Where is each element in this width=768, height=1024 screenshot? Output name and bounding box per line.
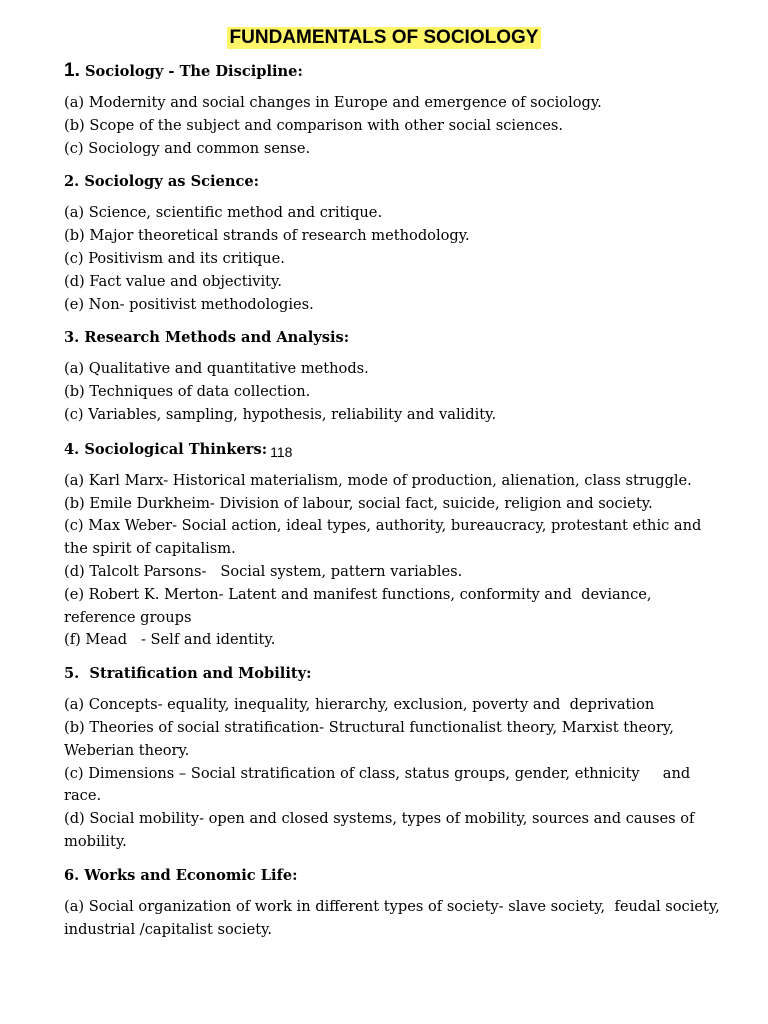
section-number: 2.: [64, 173, 80, 191]
list-item: (c) Dimensions – Social stratification of class, status groups, gender, ethnicity and race.: [64, 764, 695, 805]
list-item: (c) Max Weber- Social action, ideal types, authority, bureaucracy, protestant ethic and the spirit of capitalism.: [64, 517, 707, 558]
section-heading: [64, 327, 724, 349]
section-5: [64, 663, 724, 854]
title-wrap: [0, 0, 768, 53]
page-number: 118: [270, 443, 293, 460]
list-item: (a) Karl Marx- Historical materialism, mode of production, alienation, class struggle.: [64, 471, 692, 489]
list-item: (c) Positivism and its critique.: [64, 249, 285, 267]
section-title: Sociology as Science:: [84, 173, 259, 191]
section-heading: [64, 60, 724, 83]
section-4: [64, 438, 724, 652]
section-heading: [64, 865, 724, 887]
list-item: (d) Social mobility- open and closed systems, types of mobility, sources and causes of mobility.: [64, 810, 700, 850]
list-item: (a) Qualitative and quantitative methods.: [64, 360, 369, 378]
section-title: Sociological Thinkers:: [84, 440, 268, 458]
section-3: [64, 327, 724, 426]
section-title: Research Methods and Analysis:: [84, 329, 350, 347]
list-item: (b) Scope of the subject and comparison with other social sciences.: [64, 116, 564, 134]
list-item: (d) Fact value and objectivity.: [64, 272, 282, 290]
section-number: 6.: [64, 866, 80, 884]
list-item: (b) Theories of social stratification- Structural functionalist theory, Marxist theory, Weberian theory.: [64, 718, 679, 759]
list-item: (a) Concepts- equality, inequality, hierarchy, exclusion, poverty and deprivation: [64, 696, 655, 714]
section-heading: [64, 171, 724, 193]
section-6: [64, 865, 724, 942]
section-number: 4.: [64, 440, 80, 458]
section-title: Sociology - The Discipline:: [84, 63, 303, 80]
list-item: (a) Social organization of work in different types of society- slave society, feudal society, industrial /capitalist society.: [64, 897, 725, 938]
list-item: (a) Science, scientific method and critique.: [64, 204, 383, 222]
section-number: 5.: [64, 665, 80, 683]
section-heading: [64, 663, 724, 685]
section-1: [64, 60, 724, 160]
list-item: (c) Variables, sampling, hypothesis, reliability and validity.: [64, 405, 497, 423]
section-number: 1.: [64, 60, 80, 81]
list-item: (e) Robert K. Merton- Latent and manifest functions, conformity and deviance, reference groups: [64, 585, 657, 626]
list-item: (b) Major theoretical strands of research methodology.: [64, 227, 470, 245]
syllabus-content: [64, 60, 724, 952]
section-number: 3.: [64, 329, 80, 347]
document-title: FUNDAMENTALS OF SOCIOLOGY: [227, 27, 542, 49]
section-heading: [64, 438, 724, 461]
list-item: (f) Mead - Self and identity.: [64, 631, 276, 649]
list-item: (e) Non- positivist methodologies.: [64, 295, 314, 313]
section-title: Works and Economic Life:: [84, 866, 298, 884]
list-item: (a) Modernity and social changes in Europe and emergence of sociology.: [64, 94, 602, 111]
list-item: (d) Talcolt Parsons- Social system, pattern variables.: [64, 562, 463, 580]
list-item: (c) Sociology and common sense.: [64, 139, 311, 157]
list-item: (b) Emile Durkheim- Division of labour, social fact, suicide, religion and society.: [64, 494, 653, 512]
section-2: [64, 171, 724, 316]
list-item: (b) Techniques of data collection.: [64, 383, 311, 401]
section-title: Stratification and Mobility:: [84, 665, 312, 683]
